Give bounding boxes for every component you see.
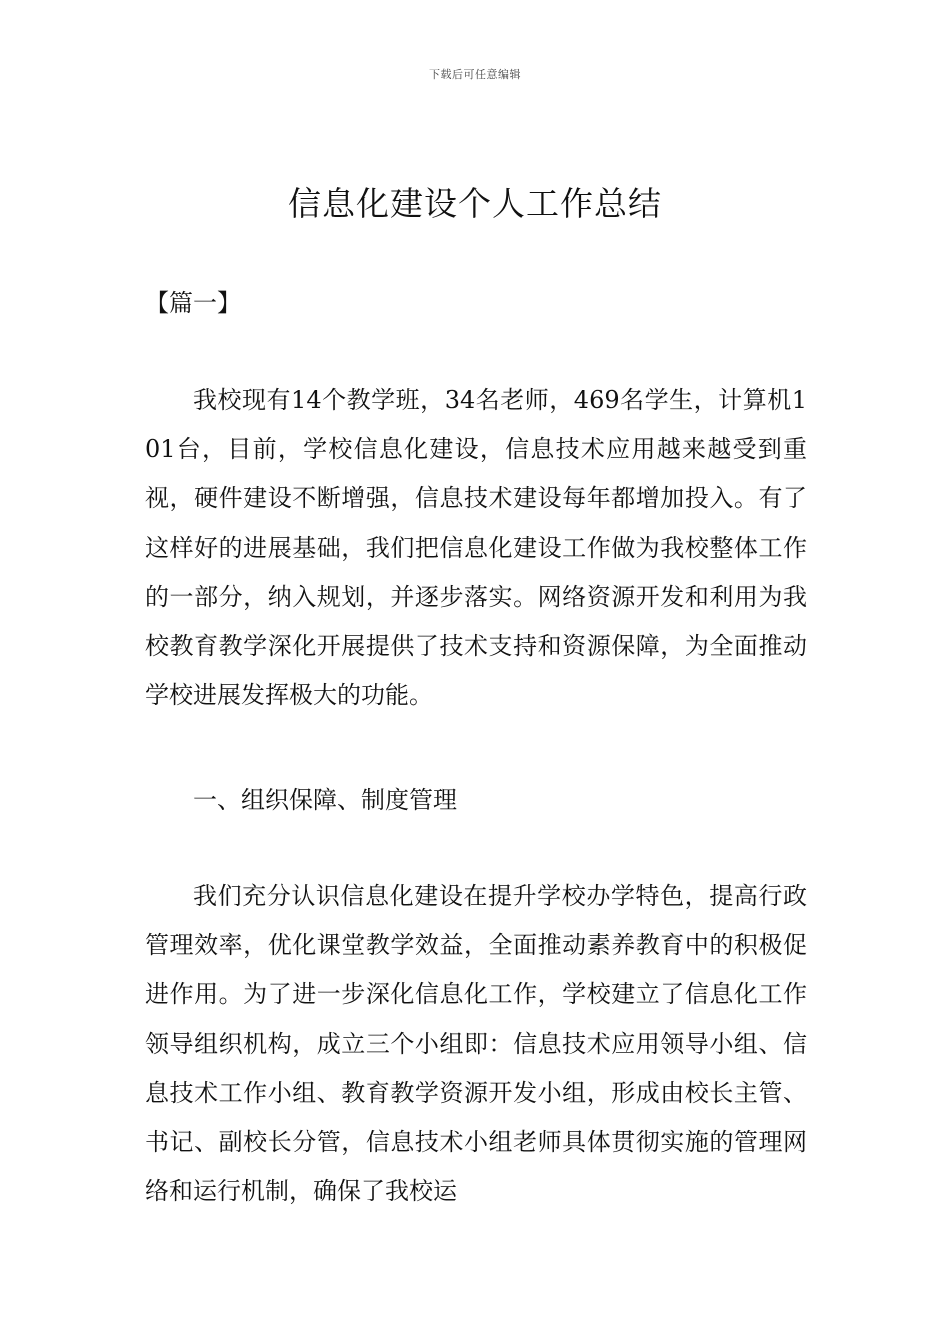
body-paragraph: 我们充分认识信息化建设在提升学校办学特色，提高行政管理效率，优化课堂教学效益，全面推动素养教育中的积极促进作用。为了进一步深化信息化工作，学校建立了信息化工作领导组织机构，成立三个小组即：信息技术应用领导小组、信息技术工作小组、教育教学资源开发小组，形成由校长主管、书记、副校长分管，信息技术小组老师具体贯彻实施的管理网络和运行机制，确保了我校运 (145, 882, 807, 1206)
body-paragraph: 我校现有14个教学班，34名老师，469名学生，计算机101台，目前，学校信息化建设，信息技术应用越来越受到重视，硬件建设不断增强，信息技术建设每年都增加投入。有了这样好的进展基础，我们把信息化建设工作做为我校整体工作的一部分，纳入规划，并逐步落实。网络资源开发和利用为我校教育教学深化开展提供了技术支持和资源保障，为全面推动学校进展发挥极大的功能。 (145, 386, 807, 710)
section-heading: 一、组织保障、制度管理 (193, 786, 457, 814)
header-note: 下载后可任意编辑 (429, 68, 521, 81)
section-label: 【篇一】 (145, 289, 241, 317)
document-title: 信息化建设个人工作总结 (288, 184, 662, 223)
